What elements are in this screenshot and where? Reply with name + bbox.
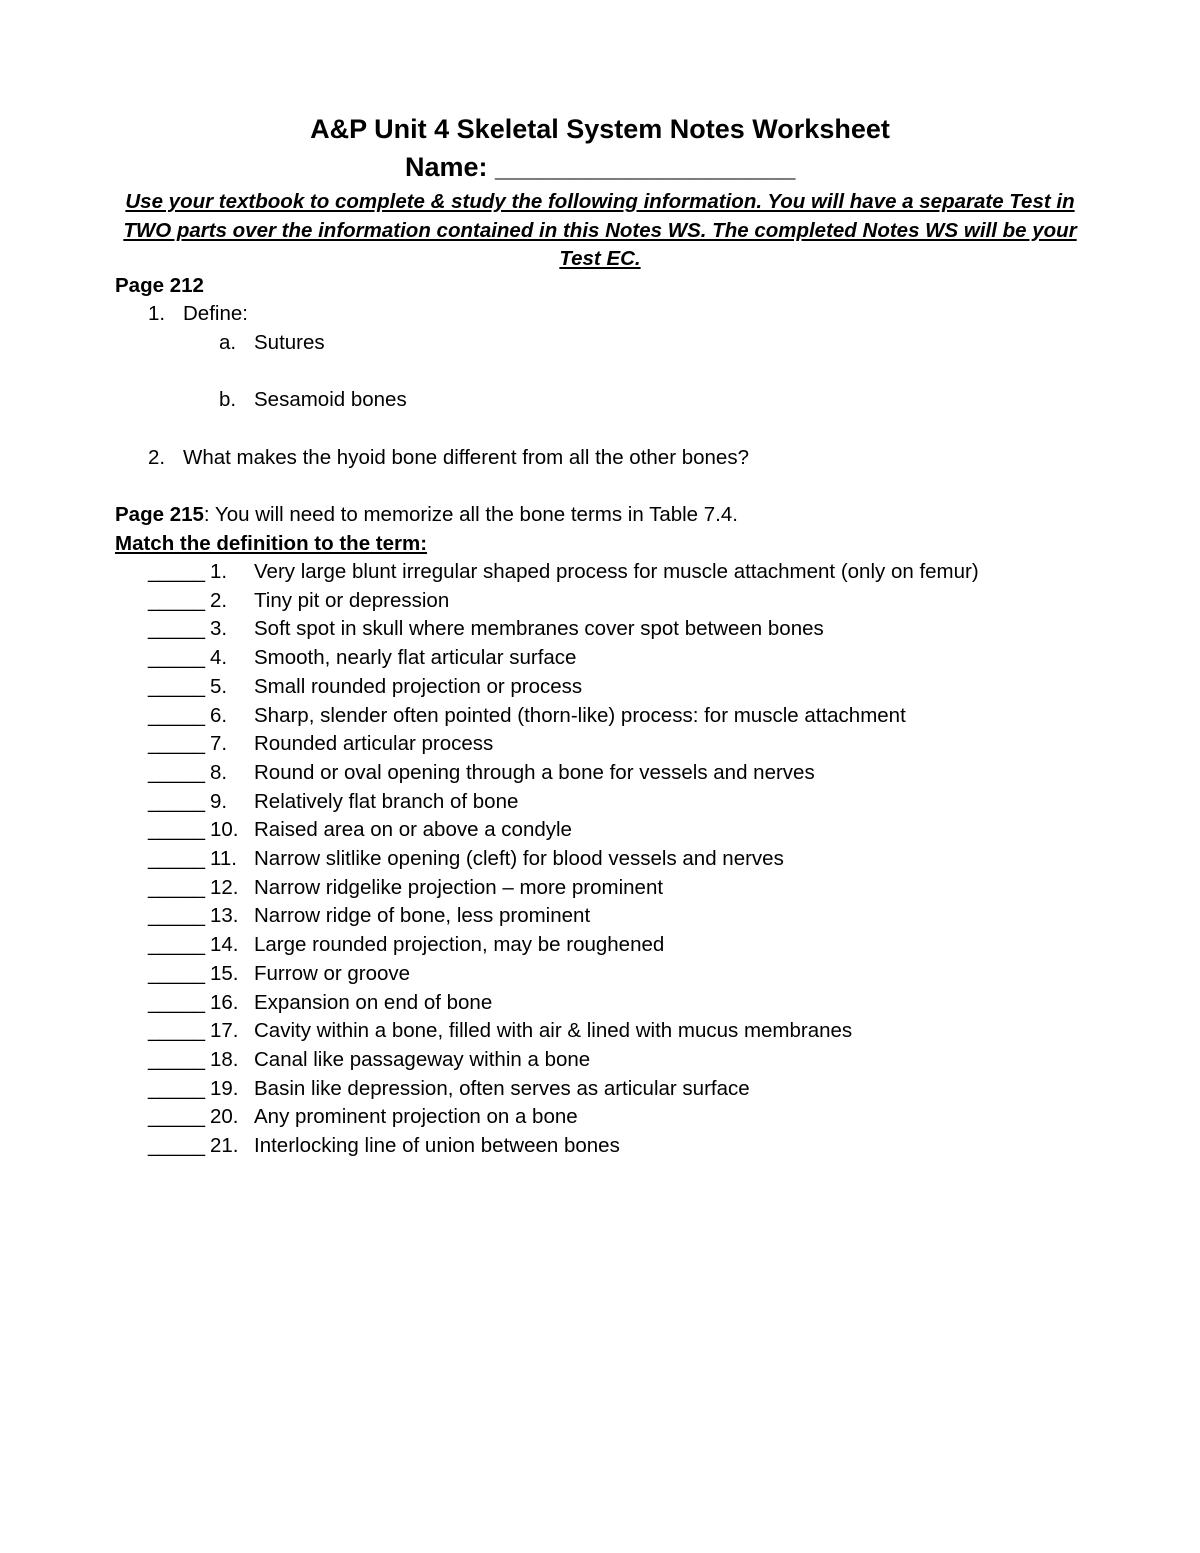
answer-blank[interactable]: _____ [148, 1076, 206, 1100]
page-215-line [115, 501, 738, 529]
page-215-note: : You will need to memorize all the bone terms in Table 7.4. [203, 503, 738, 526]
question-1a-letter: a. [219, 331, 237, 354]
match-item-number: 13. [210, 904, 239, 928]
match-item-definition: Narrow ridgelike projection – more prominent [254, 875, 664, 899]
answer-blank[interactable]: _____ [148, 789, 206, 813]
match-item-definition: Sharp, slender often pointed (thorn-like) process: for muscle attachment [254, 703, 906, 727]
answer-blank[interactable]: _____ [148, 760, 206, 784]
match-item-definition: Interlocking line of union between bones [254, 1134, 620, 1157]
match-item-definition: Relatively flat branch of bone [254, 789, 519, 813]
match-item-number: 21. [210, 1134, 239, 1157]
question-2-number: 2. [148, 446, 166, 469]
match-item-definition: Furrow or groove [254, 961, 411, 985]
match-item-definition: Smooth, nearly flat articular surface [254, 646, 577, 670]
question-1-number: 1. [148, 302, 166, 325]
match-item-number: 20. [210, 1105, 239, 1129]
match-item-definition: Very large blunt irregular shaped process for muscle attachment (only on femur) [254, 560, 979, 583]
match-item-definition: Cavity within a bone, filled with air & lined with mucus membranes [254, 1019, 853, 1043]
answer-blank[interactable]: _____ [148, 646, 206, 670]
match-item-number: 3. [210, 617, 228, 641]
answer-blank[interactable]: _____ [148, 847, 206, 870]
match-item-definition: Canal like passageway within a bone [254, 1047, 591, 1071]
match-heading: Match the definition to the term: [115, 532, 428, 555]
match-item-number: 16. [210, 990, 239, 1014]
match-item-number: 6. [210, 703, 228, 727]
match-item-number: 8. [210, 760, 228, 784]
answer-blank[interactable]: _____ [148, 560, 206, 583]
match-item-number: 1. [210, 560, 228, 583]
match-item-number: 11. [210, 847, 237, 870]
match-item-number: 18. [210, 1047, 239, 1071]
question-1a-text: Sutures [254, 331, 325, 354]
match-item-number: 12. [210, 875, 239, 899]
answer-blank[interactable]: _____ [148, 703, 206, 727]
name-field-label: Name: ____________________ [405, 152, 796, 182]
question-1b-letter: b. [219, 388, 237, 411]
match-item-number: 4. [210, 646, 228, 670]
match-item-definition: Small rounded projection or process [254, 674, 583, 698]
answer-blank[interactable]: _____ [148, 933, 206, 957]
answer-blank[interactable]: _____ [148, 617, 206, 641]
answer-blank[interactable]: _____ [148, 875, 206, 899]
match-item-number: 9. [210, 789, 228, 813]
match-item-definition: Rounded articular process [254, 732, 494, 756]
match-item-definition: Any prominent projection on a bone [254, 1105, 578, 1129]
answer-blank[interactable]: _____ [148, 818, 206, 842]
page-215-heading: Page 215 [115, 503, 204, 526]
match-item-definition: Soft spot in skull where membranes cover spot between bones [254, 617, 824, 641]
answer-blank[interactable]: _____ [148, 1019, 206, 1043]
question-2-text: What makes the hyoid bone different from all the other bones? [183, 446, 749, 469]
answer-blank[interactable]: _____ [148, 732, 206, 756]
match-item-number: 14. [210, 933, 239, 957]
instructions-text: Use your textbook to complete & study the following information. You will have a separate Test in TWO parts over the information contained in this Notes WS. The completed Notes WS will be your Test EC. [123, 190, 1077, 270]
answer-blank[interactable]: _____ [148, 1105, 206, 1129]
match-item-number: 10. [210, 818, 239, 842]
question-1b-text: Sesamoid bones [254, 388, 407, 411]
match-item-number: 15. [210, 961, 239, 985]
answer-blank[interactable]: _____ [148, 588, 206, 612]
match-item-number: 2. [210, 588, 228, 612]
answer-blank[interactable]: _____ [148, 1134, 206, 1157]
answer-blank[interactable]: _____ [148, 674, 206, 698]
match-item-number: 19. [210, 1076, 239, 1100]
question-1-text: Define: [183, 302, 248, 325]
match-item-definition: Expansion on end of bone [254, 990, 493, 1014]
answer-blank[interactable]: _____ [148, 961, 206, 985]
answer-blank[interactable]: _____ [148, 1047, 206, 1071]
match-item-definition: Round or oval opening through a bone for vessels and nerves [254, 760, 815, 784]
match-item-definition: Narrow slitlike opening (cleft) for blood vessels and nerves [254, 847, 784, 870]
worksheet-title: A&P Unit 4 Skeletal System Notes Worksheet [310, 114, 890, 144]
answer-blank[interactable]: _____ [148, 904, 206, 928]
page-212-heading: Page 212 [115, 274, 204, 297]
match-item-definition: Narrow ridge of bone, less prominent [254, 904, 591, 928]
match-item-definition: Tiny pit or depression [254, 588, 450, 612]
match-item-definition: Basin like depression, often serves as articular surface [254, 1076, 750, 1100]
answer-blank[interactable]: _____ [148, 990, 206, 1014]
match-item-number: 7. [210, 732, 228, 756]
match-item-number: 5. [210, 674, 228, 698]
match-item-definition: Large rounded projection, may be roughened [254, 933, 665, 957]
match-item-definition: Raised area on or above a condyle [254, 818, 572, 842]
match-item-number: 17. [210, 1019, 239, 1043]
